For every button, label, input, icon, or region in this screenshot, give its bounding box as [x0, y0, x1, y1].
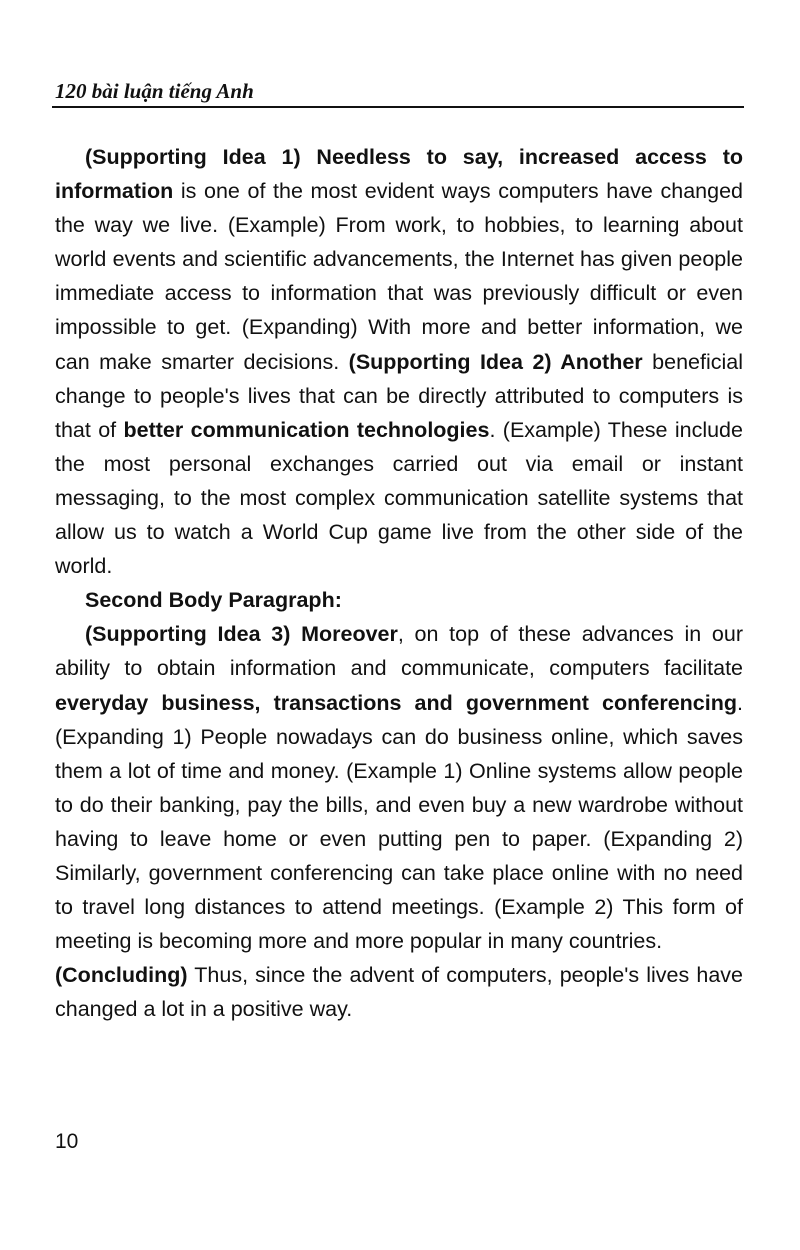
- text-run: . (Example) These include the most personal exchanges carried out via email or instant messaging, to the most complex communication satellite systems that allow us to watch a World Cup game live from the other side of the world.: [55, 417, 743, 579]
- concluding-paragraph: [55, 958, 743, 1026]
- supporting-ideas-paragraph: [55, 140, 743, 583]
- header-rule: [52, 106, 744, 108]
- text-run: , on top of these advances in our ability to obtain information and communicate, computers facilitate: [55, 622, 743, 681]
- running-header: 120 bài luận tiếng Anh: [55, 79, 254, 103]
- bold-phrase: (Concluding): [55, 963, 188, 988]
- second-body-paragraph: [55, 617, 743, 958]
- text-run: is one of the most evident ways computers have changed the way we live. (Example) From work, to hobbies, to learning about world events and scientific advancements, the Internet has given people immediate access to information that was previously difficult or even impossible to get. (Expanding) With more and better information, we can make smarter decisions.: [55, 179, 743, 374]
- section-heading: [55, 583, 743, 617]
- text-run: Thus, since the advent of computers, people's lives have changed a lot in a positive way.: [55, 963, 743, 1022]
- second-body-heading: Second Body Paragraph:: [85, 588, 342, 613]
- bold-phrase: (Supporting Idea 2) Another: [348, 349, 643, 374]
- body-text: [55, 140, 743, 1026]
- page-number: 10: [55, 1130, 79, 1153]
- bold-phrase: everyday business, transactions and government conferencing: [55, 690, 738, 715]
- text-run: . (Expanding 1) People nowadays can do business online, which saves them a lot of time and money. (Example 1) Online systems allow people to do their banking, pay the bills, and even buy a new wardrobe without having to leave home or even putting pen to paper. (Expanding 2) Similarly, government conferencing can take place online with no need to travel long distances to attend meetings. (Example 2) This form of meeting is becoming more and more popular in many countries.: [55, 690, 743, 954]
- bold-phrase: (Supporting Idea 1) Needless to say, increased access to information: [55, 145, 743, 204]
- bold-phrase: better communication technologies: [123, 417, 490, 442]
- bold-phrase: (Supporting Idea 3) Moreover: [85, 622, 398, 647]
- text-run: beneficial change to people's lives that can be directly attributed to computers is that of: [55, 349, 743, 442]
